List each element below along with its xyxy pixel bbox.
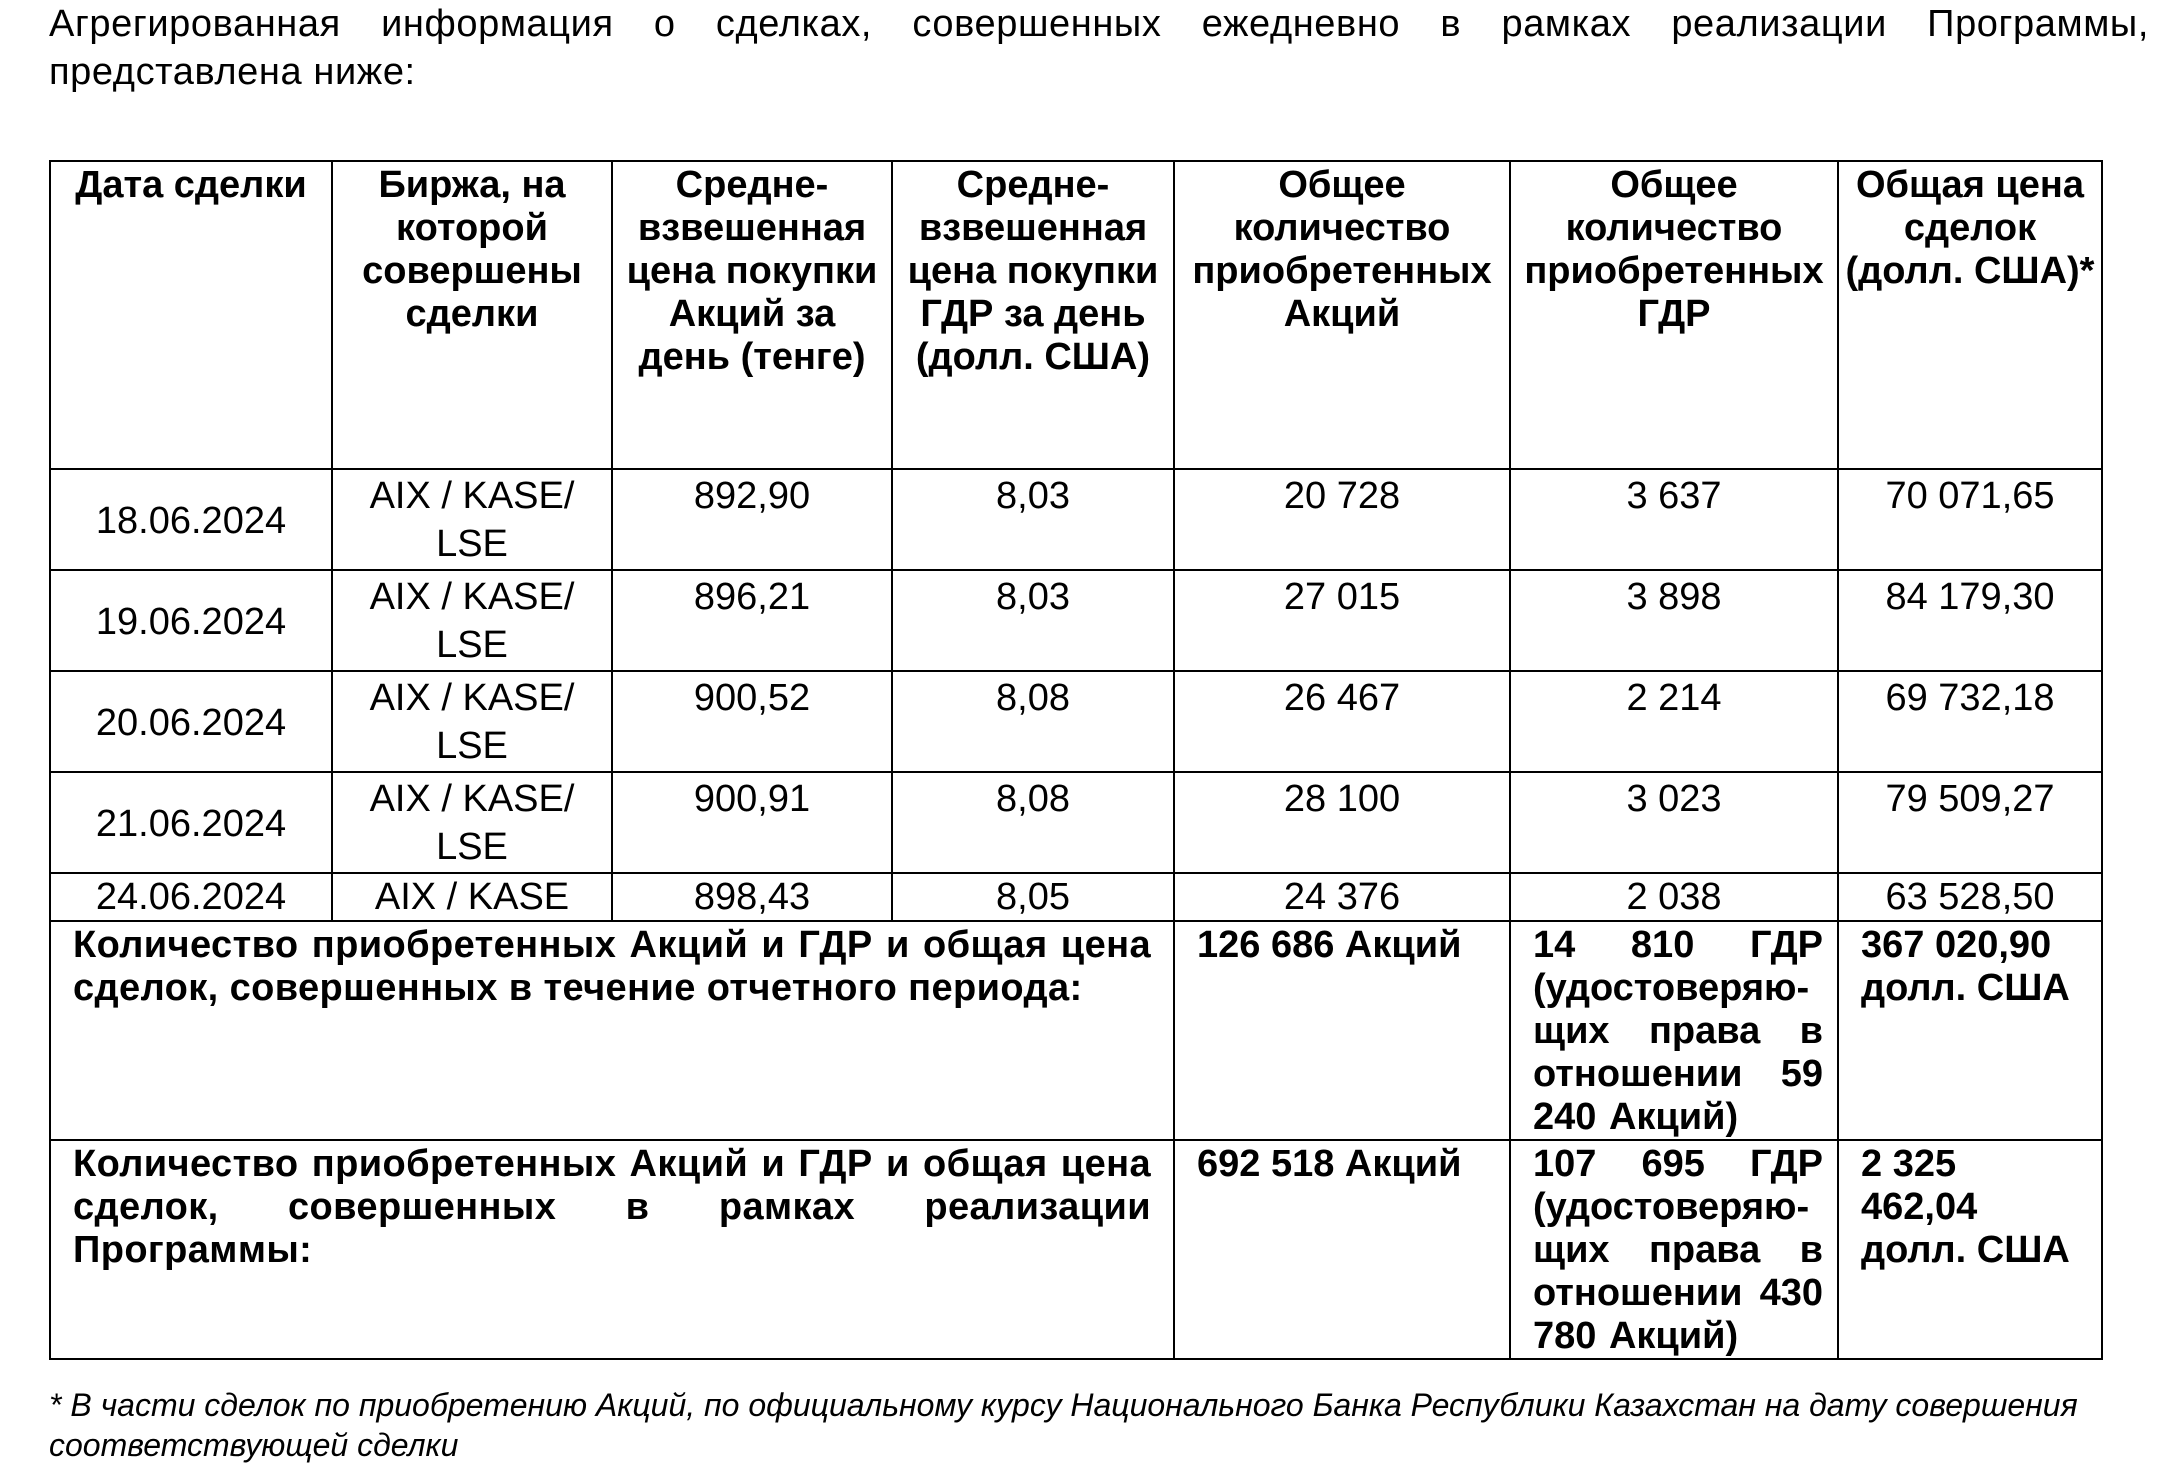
header-gdr-qty: Общее количество приобретенных ГДР — [1510, 161, 1838, 469]
cell-gdr-qty: 2 214 — [1510, 671, 1838, 772]
table-row — [50, 469, 2102, 570]
total-row-period — [50, 921, 2102, 1140]
cell-gdr-price: 8,05 — [892, 873, 1174, 921]
cell-date: 20.06.2024 — [50, 671, 332, 772]
header-date: Дата сделки — [50, 161, 332, 469]
cell-total-price: 63 528,50 — [1838, 873, 2102, 921]
cell-exchange: AIX / KASE/ LSE — [332, 469, 612, 570]
total-price: 2 325 462,04 долл. США — [1838, 1140, 2102, 1359]
header-exchange: Биржа, на которой совершены сделки — [332, 161, 612, 469]
cell-share-qty: 20 728 — [1174, 469, 1510, 570]
cell-gdr-price: 8,03 — [892, 469, 1174, 570]
cell-share-price: 900,91 — [612, 772, 892, 873]
cell-gdr-price: 8,08 — [892, 772, 1174, 873]
table-row — [50, 772, 2102, 873]
cell-share-qty: 27 015 — [1174, 570, 1510, 671]
total-label: Количество приобретенных Акций и ГДР и общая цена сделок, совершенных в течение отчетного периода: — [50, 921, 1174, 1140]
total-row-program — [50, 1140, 2102, 1359]
header-share-price: Средне-взвешенная цена покупки Акций за день (тенге) — [612, 161, 892, 469]
header-total-price: Общая цена сделок (долл. США)* — [1838, 161, 2102, 469]
cell-total-price: 84 179,30 — [1838, 570, 2102, 671]
header-gdr-price: Средне-взвешенная цена покупки ГДР за день (долл. США) — [892, 161, 1174, 469]
cell-share-price: 896,21 — [612, 570, 892, 671]
cell-exchange: AIX / KASE/ LSE — [332, 570, 612, 671]
cell-share-qty: 26 467 — [1174, 671, 1510, 772]
cell-share-qty: 28 100 — [1174, 772, 1510, 873]
table-row — [50, 873, 2102, 921]
total-label: Количество приобретенных Акций и ГДР и общая цена сделок, совершенных в рамках реализации Программы: — [50, 1140, 1174, 1359]
header-share-qty: Общее количество приобретенных Акций — [1174, 161, 1510, 469]
table-row — [50, 570, 2102, 671]
total-shares: 692 518 Акций — [1174, 1140, 1510, 1359]
total-price: 367 020,90 долл. США — [1838, 921, 2102, 1140]
cell-total-price: 79 509,27 — [1838, 772, 2102, 873]
intro-paragraph: Агрегированная информация о сделках, совершенных ежедневно в рамках реализации Программы, представлена ниже: — [49, 3, 2149, 93]
cell-share-price: 898,43 — [612, 873, 892, 921]
cell-date: 24.06.2024 — [50, 873, 332, 921]
cell-gdr-price: 8,03 — [892, 570, 1174, 671]
table-row — [50, 671, 2102, 772]
cell-date: 21.06.2024 — [50, 772, 332, 873]
cell-exchange: AIX / KASE/ LSE — [332, 772, 612, 873]
cell-total-price: 69 732,18 — [1838, 671, 2102, 772]
cell-total-price: 70 071,65 — [1838, 469, 2102, 570]
cell-date: 19.06.2024 — [50, 570, 332, 671]
total-gdr: 107 695 ГДР (удостоверяю-щих права в отношении 430 780 Акций) — [1510, 1140, 1838, 1359]
deals-table — [49, 160, 2103, 1360]
cell-share-price: 900,52 — [612, 671, 892, 772]
cell-gdr-qty: 2 038 — [1510, 873, 1838, 921]
cell-exchange: AIX / KASE/ LSE — [332, 671, 612, 772]
cell-gdr-qty: 3 898 — [1510, 570, 1838, 671]
table-header-row — [50, 161, 2102, 469]
cell-gdr-qty: 3 023 — [1510, 772, 1838, 873]
cell-date: 18.06.2024 — [50, 469, 332, 570]
cell-gdr-price: 8,08 — [892, 671, 1174, 772]
cell-gdr-qty: 3 637 — [1510, 469, 1838, 570]
cell-exchange: AIX / KASE — [332, 873, 612, 921]
total-shares: 126 686 Акций — [1174, 921, 1510, 1140]
footnote: * В части сделок по приобретению Акций, по официальному курсу Национального Банка Республики Казахстан на дату совершения соответствующей сделки — [49, 1387, 2078, 1463]
cell-share-price: 892,90 — [612, 469, 892, 570]
total-gdr: 14 810 ГДР (удостоверяю-щих права в отношении 59 240 Акций) — [1510, 921, 1838, 1140]
cell-share-qty: 24 376 — [1174, 873, 1510, 921]
